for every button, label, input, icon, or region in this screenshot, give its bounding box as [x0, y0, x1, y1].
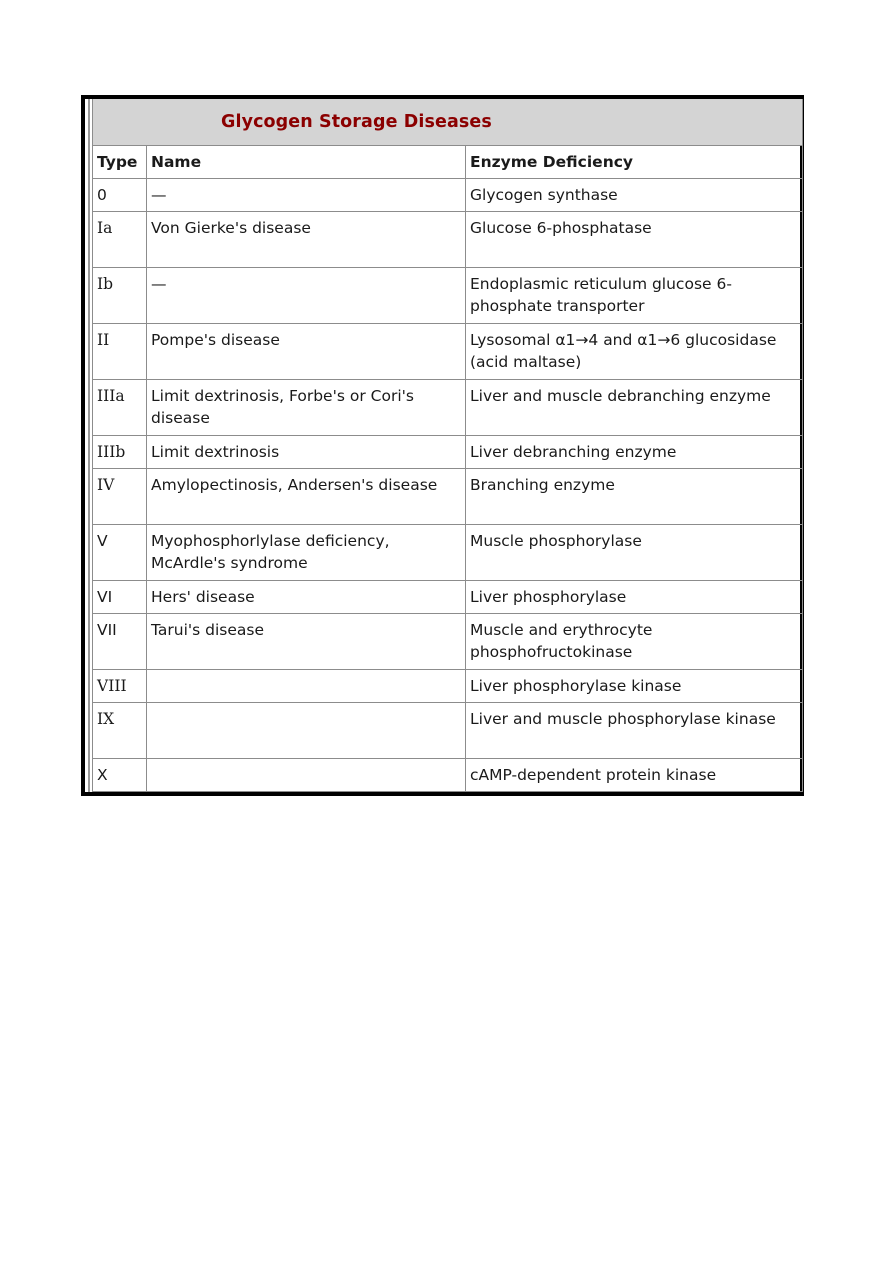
cell-enzyme: Liver debranching enzyme: [466, 436, 803, 469]
cell-type: VII: [93, 614, 147, 670]
cell-name: [147, 703, 466, 759]
cell-name: Myophosphorlylase deficiency, McArdle's syndrome: [147, 525, 466, 581]
cell-name: —: [147, 268, 466, 324]
cell-enzyme: Muscle phosphorylase: [466, 525, 803, 581]
cell-name: [147, 759, 466, 792]
table-row: [93, 469, 803, 525]
cell-name: Von Gierke's disease: [147, 212, 466, 268]
cell-type: V: [93, 525, 147, 581]
cell-enzyme: Liver phosphorylase: [466, 581, 803, 614]
cell-name: Limit dextrinosis: [147, 436, 466, 469]
cell-type: IX: [93, 703, 147, 759]
table-row: [93, 212, 803, 268]
cell-name: Hers' disease: [147, 581, 466, 614]
table-title-row: [93, 99, 803, 146]
cell-type: VI: [93, 581, 147, 614]
table-header-row: [93, 146, 803, 179]
table-row: [93, 436, 803, 469]
cell-type: Ib: [93, 268, 147, 324]
cell-enzyme: Liver phosphorylase kinase: [466, 670, 803, 703]
table-title-cell: [93, 99, 803, 146]
header-enzyme-deficiency: Enzyme Deficiency: [466, 146, 803, 179]
cell-name: Limit dextrinosis, Forbe's or Cori's disease: [147, 380, 466, 436]
cell-enzyme: Glucose 6-phosphatase: [466, 212, 803, 268]
table-row: [93, 324, 803, 380]
table-row: [93, 670, 803, 703]
table-row: [93, 179, 803, 212]
cell-enzyme: Endoplasmic reticulum glucose 6-phosphate transporter: [466, 268, 803, 324]
cell-name: Pompe's disease: [147, 324, 466, 380]
cell-enzyme: Muscle and erythrocyte phosphofructokinase: [466, 614, 803, 670]
cell-enzyme: Liver and muscle phosphorylase kinase: [466, 703, 803, 759]
cell-type: IIIa: [93, 380, 147, 436]
table-row: [93, 759, 803, 792]
cell-enzyme: Branching enzyme: [466, 469, 803, 525]
cell-type: Ia: [93, 212, 147, 268]
table-row: [93, 380, 803, 436]
cell-type: VIII: [93, 670, 147, 703]
glycogen-storage-table-frame: [81, 95, 804, 796]
cell-enzyme: Lysosomal α1→4 and α1→6 glucosidase (acid maltase): [466, 324, 803, 380]
cell-type: X: [93, 759, 147, 792]
header-type: Type: [93, 146, 147, 179]
glycogen-storage-table: [92, 99, 803, 792]
cell-type: IIIb: [93, 436, 147, 469]
cell-enzyme: Liver and muscle debranching enzyme: [466, 380, 803, 436]
table-row: [93, 703, 803, 759]
table-row: [93, 268, 803, 324]
table-row: [93, 525, 803, 581]
cell-enzyme: cAMP-dependent protein kinase: [466, 759, 803, 792]
cell-name: Amylopectinosis, Andersen's disease: [147, 469, 466, 525]
cell-type: 0: [93, 179, 147, 212]
cell-type: II: [93, 324, 147, 380]
cell-name: —: [147, 179, 466, 212]
cell-name: [147, 670, 466, 703]
table-row: [93, 614, 803, 670]
cell-type: IV: [93, 469, 147, 525]
table-title: Glycogen Storage Diseases: [221, 112, 492, 132]
cell-name: Tarui's disease: [147, 614, 466, 670]
table-row: [93, 581, 803, 614]
cell-enzyme: Glycogen synthase: [466, 179, 803, 212]
header-name: Name: [147, 146, 466, 179]
